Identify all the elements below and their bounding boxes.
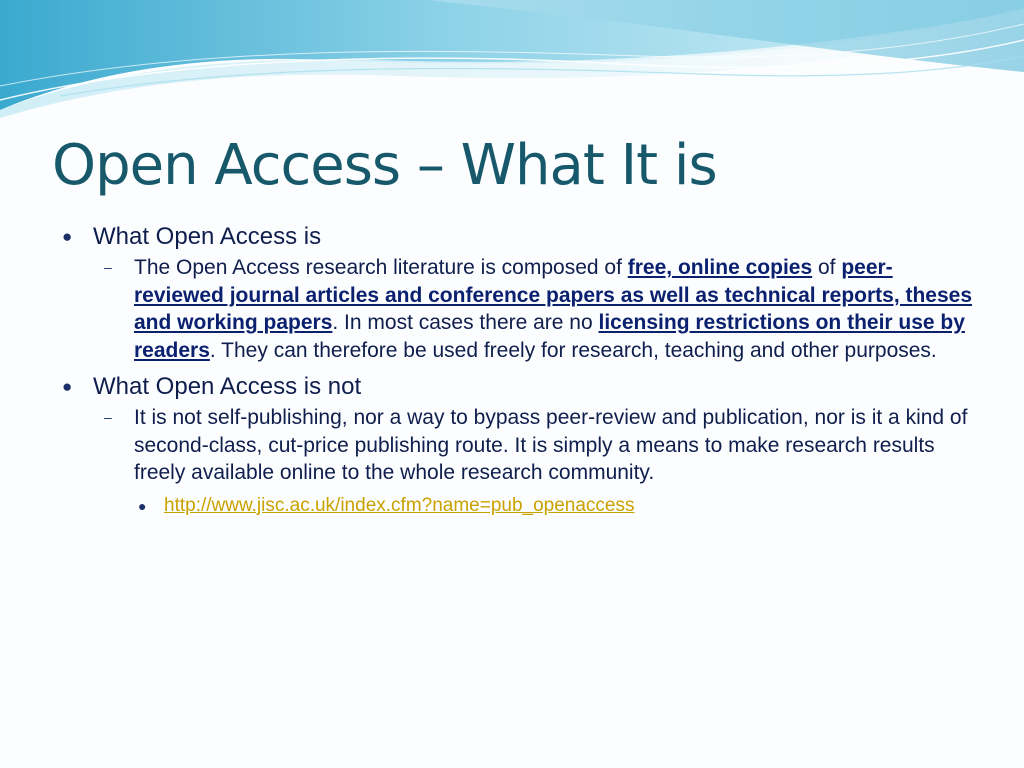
not-paragraph <box>104 404 980 487</box>
bullet-what-open-access-is-not <box>60 370 980 404</box>
dash-icon: – <box>104 259 112 275</box>
emphasis-licensing-restrictions: licensing restrictions on their use by readers <box>134 311 965 362</box>
bullet-dot-icon: ● <box>138 497 147 514</box>
not-paragraph-text: It is not self-publishing, nor a way to bypass peer-review and publication, nor is it a kind of second-class, cut-price publishing route. It is simply a means to make research results freely available online to the whole research community. <box>134 406 968 484</box>
bullet-heading-2: What Open Access is not <box>93 373 362 400</box>
dash-icon: – <box>104 409 112 425</box>
emphasis-peer-reviewed-articles: peer-reviewed journal articles and conference papers as well as technical reports, theses and working papers <box>134 256 973 334</box>
reference-link-item <box>138 493 980 519</box>
definition-text-1: The Open Access research literature is composed of <box>134 256 628 279</box>
definition-paragraph <box>104 254 980 364</box>
definition-text-3: . In most cases there are no <box>332 311 599 334</box>
slide-title: Open Access – What It is <box>52 133 717 198</box>
emphasis-free-online-copies: free, online copies <box>627 256 813 279</box>
bullet-what-open-access-is <box>60 220 980 254</box>
bullet-dot-icon: ● <box>62 377 73 396</box>
slide-body <box>60 220 980 519</box>
definition-text-2: of <box>812 256 842 279</box>
bullet-dot-icon: ● <box>62 227 73 246</box>
bullet-heading-1: What Open Access is <box>93 223 322 250</box>
jisc-reference-link[interactable]: http://www.jisc.ac.uk/index.cfm?name=pub_openaccess <box>164 494 635 516</box>
header-wave-decoration <box>0 0 1024 120</box>
definition-text-4: . They can therefore be used freely for research, teaching and other purposes. <box>209 338 937 362</box>
